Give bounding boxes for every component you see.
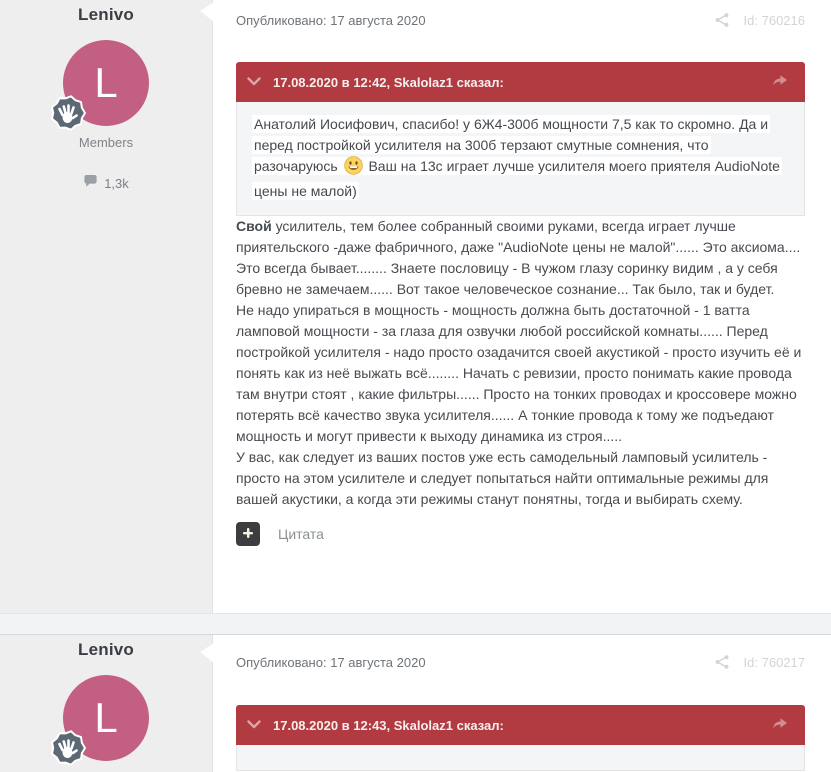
speech-bubble-icon	[83, 174, 98, 192]
author-sidebar	[0, 0, 213, 613]
quote-attribution: 17.08.2020 в 12:42, Skalolaz1 сказал:	[273, 74, 504, 90]
chevron-down-icon[interactable]	[247, 73, 261, 91]
post-count	[0, 174, 212, 192]
post-paragraph	[236, 216, 805, 300]
bold-lead: Свой	[236, 218, 272, 234]
share-icon[interactable]	[714, 654, 730, 670]
quote-block	[236, 62, 805, 216]
quote-text: Ваш на 13с играет лучше усилителя моего приятеля AudioNote цены не малой)	[254, 158, 780, 199]
author-avatar[interactable]	[63, 40, 149, 126]
author-sidebar	[0, 635, 213, 772]
quote-header[interactable]	[236, 705, 805, 745]
post-id: Id: 760216	[743, 12, 805, 28]
quote-header[interactable]	[236, 62, 805, 102]
chevron-down-icon[interactable]	[247, 716, 261, 734]
post-meta-row	[236, 652, 805, 672]
reply-arrow-icon[interactable]	[771, 716, 789, 735]
quote-attribution: 17.08.2020 в 12:43, Skalolaz1 сказал:	[273, 717, 504, 733]
share-icon[interactable]	[714, 12, 730, 28]
paragraph-text: усилитель, тем более собранный своими руками, всегда играет лучше приятельского -даже фабричного, даже "AudioNote цены не малой"...... Это аксиома.... Это всегда бывает........ Знаете пословицу - В чужом глазу соринку видим , а у себя бревно не замечаем...... Вот такое человеческое сознание... Так было, так и будет.	[236, 218, 801, 297]
post-content	[213, 0, 831, 613]
quote-text: Анатолий Иосифович, спасибо! у 6Ж4-300б мощности 7,5 как то скромно. Да и перед постройкой усилителя на 300б терзают смутные сомнения, что разочаруюсь	[254, 116, 769, 174]
quote-block	[236, 705, 805, 771]
post-paragraph: Не надо упираться в мощность - мощность должна быть достаточной - 1 ватта ламповой мощности - за глаза для озвучки любой российской комнаты...... Перед постройкой усилителя - надо просто озадачится своей акустикой - просто изучить её и понять как из неё выжать всё........ Начать с ревизии, просто понимать какие провода там внутри стоят , какие фильтры...... Просто на тонких проводах и кроссовере можно потерять всё качество звука усилителя...... А тонкие провода к тому же подъедают мощность и могут привести к выходу динамика из строя.....	[236, 302, 802, 444]
published-date: Опубликовано: 17 августа 2020	[236, 12, 426, 28]
quote-body	[236, 745, 805, 771]
waving-hand-seal-icon	[49, 729, 87, 767]
post-meta-row	[236, 10, 805, 30]
quote-actions-row	[236, 522, 805, 546]
bubble-tail	[200, 2, 214, 22]
post-separator	[0, 613, 831, 635]
post-id: Id: 760217	[743, 654, 805, 670]
grinning-smiley-icon	[344, 162, 363, 178]
post-paragraph: У вас, как следует из ваших постов уже есть самодельный ламповый усилитель - просто на этом усилителе и следует попытаться найти оптимальные режимы для вашей акустики, а когда эти режимы станут понятны, тогда и выбирать схему.	[236, 449, 769, 507]
author-avatar[interactable]	[63, 675, 149, 761]
bubble-tail	[200, 643, 214, 663]
published-date: Опубликовано: 17 августа 2020	[236, 654, 426, 670]
post-content	[213, 635, 831, 772]
quote-body	[236, 102, 805, 216]
forum-post	[0, 635, 831, 772]
waving-hand-seal-icon	[49, 94, 87, 132]
author-username[interactable]: Lenivo	[78, 5, 134, 24]
plus-icon	[242, 527, 254, 542]
reply-arrow-icon[interactable]	[771, 73, 789, 92]
avatar-letter: L	[94, 59, 118, 106]
author-username[interactable]: Lenivo	[78, 640, 134, 659]
multiquote-button[interactable]	[236, 522, 260, 546]
post-count-value: 1,3k	[104, 175, 129, 191]
quote-button-label[interactable]: Цитата	[278, 526, 324, 542]
member-group-label: Members	[78, 135, 134, 150]
avatar-letter: L	[94, 694, 118, 741]
